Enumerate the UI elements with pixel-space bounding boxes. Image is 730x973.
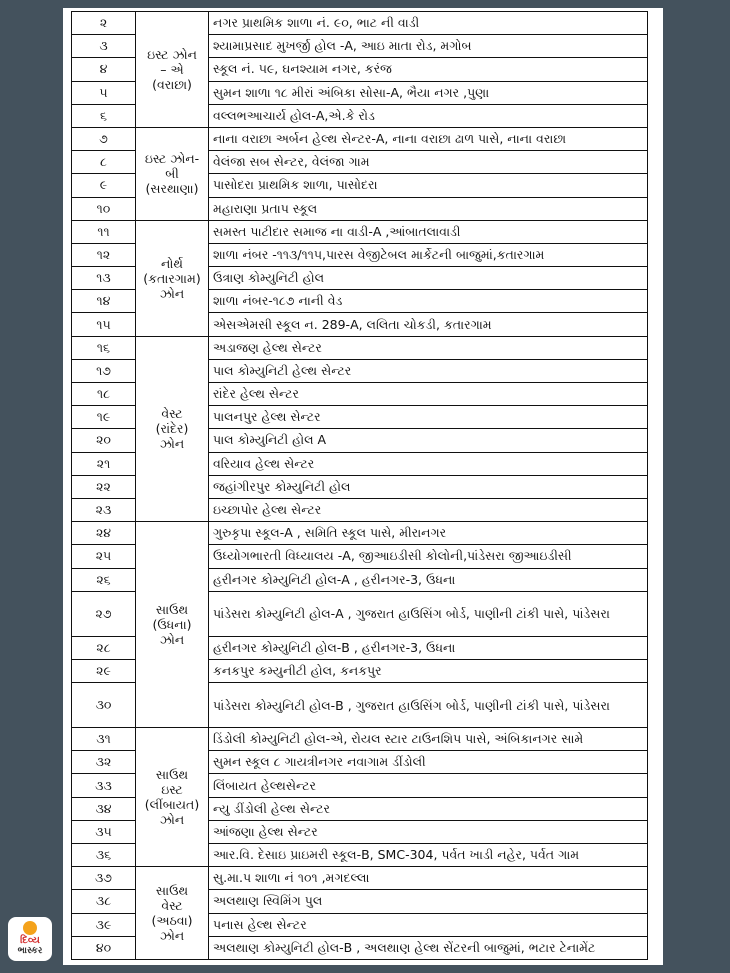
row-number: ૨૯ bbox=[72, 659, 136, 682]
row-number: ૧૧ bbox=[72, 220, 136, 243]
center-location: નગર પ્રાથમિક શાળા નં. ૯૦, ભાટ ની વાડી bbox=[209, 12, 648, 35]
zone-label-line: (અઠવા) bbox=[151, 913, 193, 929]
row-number: ૪ bbox=[72, 58, 136, 81]
row-number: ૧૨ bbox=[72, 243, 136, 266]
center-location: ઉત્રાણ કોમ્યુનિટી હોલ bbox=[209, 267, 648, 290]
row-number: ૨૨ bbox=[72, 475, 136, 498]
zone-label-line: (રાંદેર) bbox=[155, 421, 189, 437]
row-number: ૧૪ bbox=[72, 290, 136, 313]
row-number: ૧૮ bbox=[72, 383, 136, 406]
zone-label-line: ઇસ્ટ bbox=[161, 782, 183, 798]
center-location: જહાંગીરપુર કોમ્યુનિટી હોલ bbox=[209, 475, 648, 498]
center-location: શાળા નંબર-૧૮૭ નાની વેડ bbox=[209, 290, 648, 313]
center-location: કનકપુર કમ્યુનીટી હોલ, કનકપુર bbox=[209, 659, 648, 682]
row-number: ૨૫ bbox=[72, 545, 136, 568]
center-location: વેલંજા સબ સેન્ટર, વેલંજા ગામ bbox=[209, 151, 648, 174]
zone-label-line: ઝોન bbox=[159, 285, 185, 301]
center-location: સુમન સ્કૂલ ૮ ગાયત્રીનગર નવાગામ ડીંડોલી bbox=[209, 751, 648, 774]
table-row bbox=[72, 220, 648, 243]
sun-icon bbox=[23, 921, 37, 935]
center-location: હરીનગર કોમ્યુનિટી હોલ-A , હરીનગર-3, ઉધના bbox=[209, 568, 648, 591]
row-number: ૩૩ bbox=[72, 774, 136, 797]
table-row bbox=[72, 522, 648, 545]
center-location: લિંબાયત હેલ્થસેન્ટર bbox=[209, 774, 648, 797]
zone-label-line: ઇસ્ટ ઝોન- bbox=[144, 151, 200, 167]
center-location: સ્કૂલ નં. ૫૯, ઘનશ્યામ નગર, કરંજ bbox=[209, 58, 648, 81]
center-location: વરિયાવ હેલ્થ સેન્ટર bbox=[209, 452, 648, 475]
zone-label-line: સાઉથ bbox=[155, 883, 189, 899]
center-location: એસએમસી સ્કૂલ ન. 289-A, લલિતા ચોકડી, કતારગામ bbox=[209, 313, 648, 336]
center-location: સમસ્ત પાટીદાર સમાજ ના વાડી-A ,આંબાતલાવાડી bbox=[209, 220, 648, 243]
divya-bhaskar-logo bbox=[8, 917, 52, 961]
row-number: ૩૮ bbox=[72, 890, 136, 913]
table-row bbox=[72, 336, 648, 359]
center-location: સુ.મા.પ શાળા નં ૧૦૧ ,મગદલ્લા bbox=[209, 867, 648, 890]
row-number: ૨૮ bbox=[72, 636, 136, 659]
center-location: પાલનપુર હેલ્થ સેન્ટર bbox=[209, 406, 648, 429]
center-location: ગુરુકૃપા સ્કૂલ-A , સમિતિ સ્કૂલ પાસે, મીરાનગર bbox=[209, 522, 648, 545]
center-location: આંજણા હેલ્થ સેન્ટર bbox=[209, 820, 648, 843]
row-number: ૩૭ bbox=[72, 867, 136, 890]
row-number: ૧૬ bbox=[72, 336, 136, 359]
zone-label-line: ઝોન bbox=[159, 632, 185, 648]
document-sheet bbox=[63, 8, 663, 965]
zone-cell bbox=[136, 336, 209, 522]
zone-label-line: સાઉથ bbox=[155, 767, 189, 783]
zone-cell bbox=[136, 12, 209, 128]
zone-label-line: (ઉધના) bbox=[152, 617, 192, 633]
center-location: શ્યામાપ્રસાદ મુખર્જી હોલ -A, આઇ માતા રોડ, મગોબ bbox=[209, 35, 648, 58]
zone-label-line: ઝોન bbox=[159, 812, 185, 828]
row-number: ૨૭ bbox=[72, 591, 136, 636]
zone-cell bbox=[136, 127, 209, 220]
center-location: અડાજણ હેલ્થ સેન્ટર bbox=[209, 336, 648, 359]
center-location: ઇચ્છાપોર હેલ્થ સેન્ટર bbox=[209, 498, 648, 521]
center-location: પનાસ હેલ્થ સેન્ટર bbox=[209, 913, 648, 936]
zone-label-line: ઝોન bbox=[159, 436, 185, 452]
row-number: ૨૦ bbox=[72, 429, 136, 452]
row-number: ૨૧ bbox=[72, 452, 136, 475]
center-location: અલથાણ કોમ્યુનિટી હોલ-B , અલથાણ હેલ્થ સેંટરની બાજુમાં, ભટાર ટેનામેંટ bbox=[209, 936, 648, 959]
center-location: મહારાણા પ્રતાપ સ્કૂલ bbox=[209, 197, 648, 220]
row-number: ૨ bbox=[72, 12, 136, 35]
row-number: ૧૦ bbox=[72, 197, 136, 220]
row-number: ૮ bbox=[72, 151, 136, 174]
center-location: રાંદેર હેલ્થ સેન્ટર bbox=[209, 383, 648, 406]
zone-cell bbox=[136, 728, 209, 867]
center-location: હરીનગર કોમ્યુનિટી હોલ-B , હરીનગર-3, ઉધના bbox=[209, 636, 648, 659]
zone-label-line: – એ bbox=[160, 61, 184, 77]
zone-label-line: નોર્થ bbox=[160, 255, 184, 271]
row-number: ૨૩ bbox=[72, 498, 136, 521]
row-number: ૩૯ bbox=[72, 913, 136, 936]
row-number: ૬ bbox=[72, 104, 136, 127]
zone-label-line: (કતારગામ) bbox=[143, 270, 201, 286]
center-location: પાંડેસરા કોમ્યુનિટી હોલ-A , ગુજરાત હાઉસિંગ બોર્ડ, પાણીની ટાંકી પાસે, પાંડેસરા bbox=[209, 591, 648, 636]
table-row bbox=[72, 127, 648, 150]
zone-label-line: વેસ્ટ bbox=[161, 898, 183, 914]
center-location: ઉધ્યોગભારતી વિધ્યાલય -A, જીઆઇડીસી કોલોની,પાંડેસરા જીઆઇડીસી bbox=[209, 545, 648, 568]
zone-label-line: વેસ્ટ bbox=[161, 406, 183, 422]
center-location: ન્યુ ડીંડોલી હેલ્થ સેન્ટર bbox=[209, 797, 648, 820]
row-number: ૧૭ bbox=[72, 359, 136, 382]
row-number: ૩૬ bbox=[72, 844, 136, 867]
zone-cell bbox=[136, 522, 209, 728]
center-location: આર.વિ. દેસાઇ પ્રાઇમરી સ્કૂલ-B, SMC-304, પર્વત ખાડી નહેર, પર્વત ગામ bbox=[209, 844, 648, 867]
row-number: ૨૪ bbox=[72, 522, 136, 545]
center-location: વલ્લભઆચાર્ય હોલ-A,એ.કે રોડ bbox=[209, 104, 648, 127]
row-number: ૧૫ bbox=[72, 313, 136, 336]
zone-label-line: (લીંબાયત) bbox=[144, 797, 200, 813]
logo-text-line2: ભાસ્કર bbox=[17, 946, 43, 956]
zone-label-line: (સરથાણા) bbox=[145, 181, 199, 197]
center-location: પાસોદરા પ્રાથમિક શાળા, પાસોદરા bbox=[209, 174, 648, 197]
row-number: ૫ bbox=[72, 81, 136, 104]
table-row bbox=[72, 12, 648, 35]
center-location: પાલ કોમ્યુનિટી હોલ A bbox=[209, 429, 648, 452]
zone-label-line: ઇસ્ટ ઝોન bbox=[147, 46, 197, 62]
zone-label-line: બી bbox=[165, 166, 179, 182]
row-number: ૩૨ bbox=[72, 751, 136, 774]
vaccination-centers-table bbox=[71, 11, 648, 960]
zone-cell bbox=[136, 220, 209, 336]
row-number: ૨૬ bbox=[72, 568, 136, 591]
center-location: શાળા નંબર -૧૧૩/૧૧૫,પારસ વેજીટેબલ માર્કેટની બાજુમાં,કતારગામ bbox=[209, 243, 648, 266]
row-number: ૩૫ bbox=[72, 820, 136, 843]
center-location: પાંડેસરા કોમ્યુનિટી હોલ-B , ગુજરાત હાઉસિંગ બોર્ડ, પાણીની ટાંકી પાસે, પાંડેસરા bbox=[209, 683, 648, 728]
zone-label-line: સાઉથ bbox=[155, 602, 189, 618]
table-row bbox=[72, 867, 648, 890]
center-location: પાલ કોમ્યુનિટી હેલ્થ સેન્ટર bbox=[209, 359, 648, 382]
row-number: ૯ bbox=[72, 174, 136, 197]
row-number: ૭ bbox=[72, 127, 136, 150]
center-location: ડિંડોલી કોમ્યુનિટી હોલ-એ, રોયલ સ્ટાર ટાઉનશિપ પાસે, અંબિકાનગર સામે bbox=[209, 728, 648, 751]
row-number: ૩ bbox=[72, 35, 136, 58]
logo-text-line1: દિવ્ય bbox=[20, 935, 40, 946]
row-number: ૪૦ bbox=[72, 936, 136, 959]
row-number: ૧૯ bbox=[72, 406, 136, 429]
row-number: ૩૧ bbox=[72, 728, 136, 751]
zone-cell bbox=[136, 867, 209, 960]
row-number: ૧૩ bbox=[72, 267, 136, 290]
table-row bbox=[72, 728, 648, 751]
center-location: નાના વરાછા અર્બન હેલ્થ સેન્ટર-A, નાના વરાછા ઢાળ પાસે, નાના વરાછા bbox=[209, 127, 648, 150]
zone-label-line: ઝોન bbox=[159, 928, 185, 944]
row-number: ૩૪ bbox=[72, 797, 136, 820]
row-number: ૩૦ bbox=[72, 683, 136, 728]
center-location: અલથાણ સ્વિમિંગ પુલ bbox=[209, 890, 648, 913]
zone-label-line: (વરાછા) bbox=[152, 76, 192, 92]
center-location: સુમન શાળા ૧૮ મીરાં અંબિકા સોસા-A, ભૈયા નગર ,પુણા bbox=[209, 81, 648, 104]
